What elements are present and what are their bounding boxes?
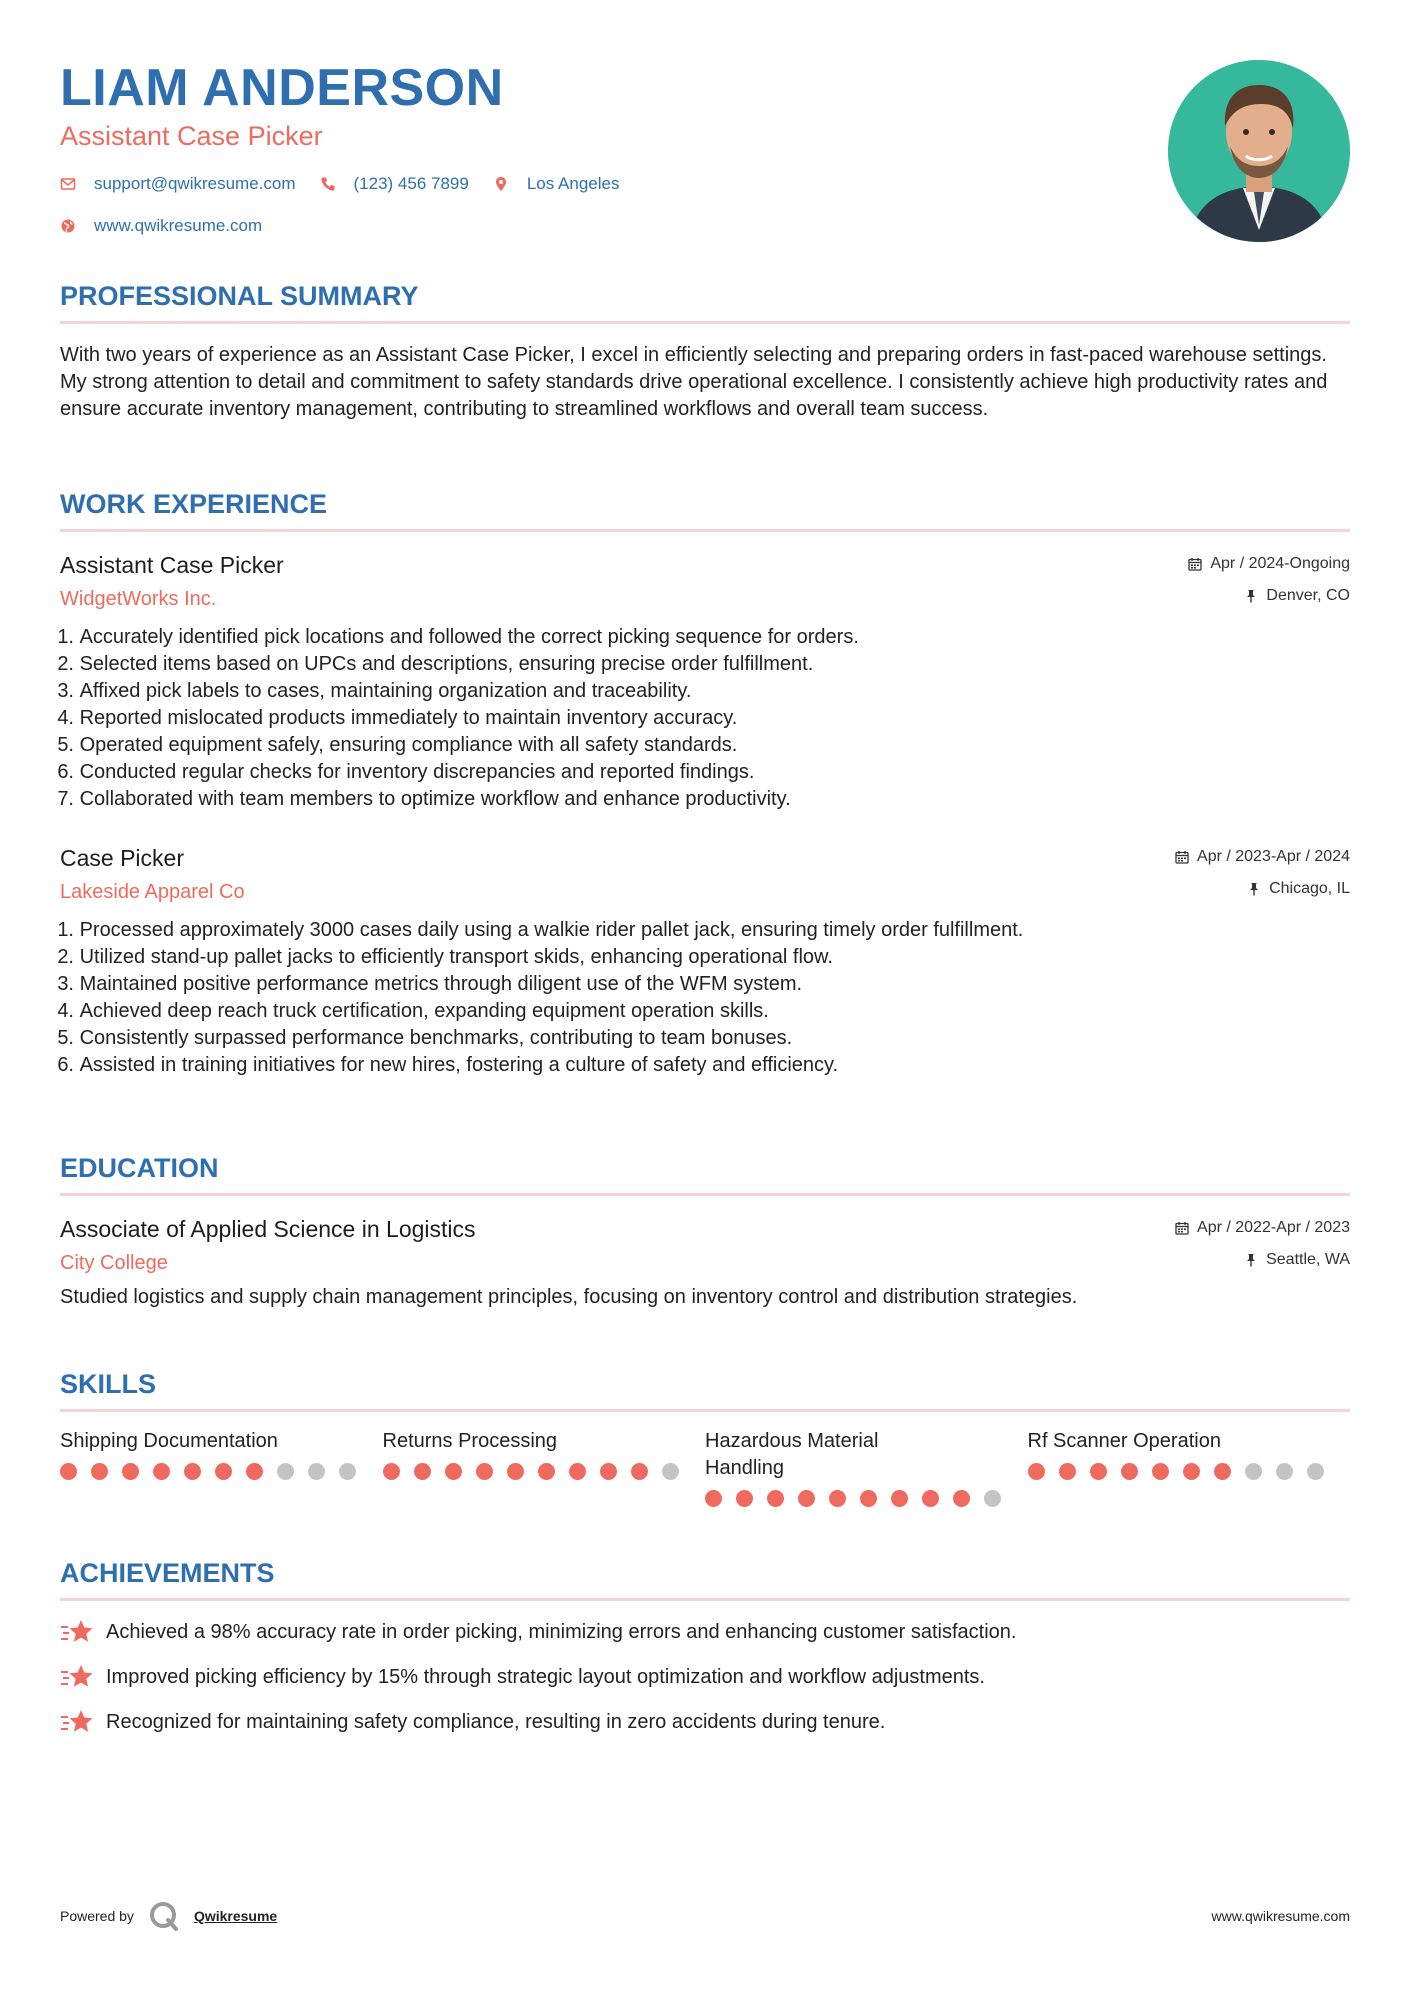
achievement-item [60,1708,1350,1736]
achievement-item [60,1618,1350,1646]
skill-item [705,1428,1028,1507]
job-location [1188,584,1350,608]
star-icon [60,1618,94,1646]
job-location [1175,877,1350,901]
rating-dot-filled [476,1463,493,1480]
skill-rating [60,1463,383,1480]
rating-dot-filled [1214,1463,1231,1480]
job-meta [1175,845,1350,901]
rating-dot-filled [184,1463,201,1480]
skill-name: Shipping Documentation [60,1430,278,1452]
bullet-text: Accurately identified pick locations and followed the correct picking sequence for orders. [79,626,859,648]
bullet-text: Conducted regular checks for inventory discrepancies and reported findings. [79,761,755,783]
globe-icon [60,218,76,234]
rating-dot-filled [1028,1463,1045,1480]
rating-dot-filled [798,1490,815,1507]
rating-dot-filled [631,1463,648,1480]
page-footer [60,1900,1350,1932]
skill-item [60,1428,383,1507]
list-item: 2. Selected items based on UPCs and descriptions, ensuring precise order fulfillment. [60,651,1350,678]
rating-dot-filled [767,1490,784,1507]
skill-name: Hazardous Material Handling [705,1430,879,1479]
job-bullets [57,917,1350,1079]
achievement-item [60,1663,1350,1691]
website-text[interactable]: www.qwikresume.com [94,216,263,235]
skill-item [383,1428,706,1507]
bullet-text: Assisted in training initiatives for new hires, fostering a culture of safety and efficiency. [79,1054,839,1076]
rating-dot-filled [507,1463,524,1480]
education-location [1175,1248,1350,1272]
list-item: 7. Collaborated with team members to optimize workflow and enhance productivity. [60,786,1350,813]
education-dates-text: Apr / 2022-Apr / 2023 [1197,1219,1350,1236]
bullet-text: Processed approximately 3000 cases daily using a walkie rider pallet jack, ensuring timely order fulfillment. [79,919,1024,941]
job-company: WidgetWorks Inc. [60,588,217,610]
powered-by-label: Powered by [60,1908,134,1924]
job-company: Lakeside Apparel Co [60,881,245,903]
skill-rating [383,1463,706,1480]
bullet-text: Consistently surpassed performance benchmarks, contributing to team bonuses. [79,1027,793,1049]
pushpin-icon [1244,589,1258,603]
section-divider [60,529,1350,532]
list-item: 4. Achieved deep reach truck certification, expanding equipment operation skills. [60,998,1350,1025]
rating-dot-filled [922,1490,939,1507]
job-dates-text: Apr / 2024-Ongoing [1210,555,1350,572]
footer-website[interactable]: www.qwikresume.com [1211,1908,1350,1924]
list-item: 3. Maintained positive performance metrics through diligent use of the WFM system. [60,971,1350,998]
summary-text: With two years of experience as an Assistant Case Picker, I excel in efficiently selecting and preparing orders in fast-paced warehouse settings. My strong attention to detail and commitment to safety standards drive operational excellence. I consistently achieve high productivity rates and ensure accurate inventory management, contributing to streamlined workflows and overall team success. [60,344,1328,420]
job-entry [57,550,1350,813]
achievement-text: Achieved a 98% accuracy rate in order picking, minimizing errors and enhancing customer satisfaction. [106,1620,1017,1643]
rating-dot-filled [569,1463,586,1480]
skills-section [60,1367,1350,1507]
list-item: 2. Utilized stand-up pallet jacks to efficiently transport skids, enhancing operational flow. [60,944,1350,971]
bullet-text: Collaborated with team members to optimize workflow and enhance productivity. [79,788,791,810]
rating-dot-filled [829,1490,846,1507]
rating-dot-empty [984,1490,1001,1507]
job-location-text: Chicago, IL [1269,880,1350,897]
brand-link[interactable]: Qwikresume [193,1908,278,1924]
skills-grid [60,1428,1350,1507]
list-item: 5. Consistently surpassed performance benchmarks, contributing to team bonuses. [60,1025,1350,1052]
section-divider [60,1409,1350,1412]
job-bullets [57,624,1350,813]
list-item: 1. Processed approximately 3000 cases daily using a walkie rider pallet jack, ensuring timely order fulfillment. [60,917,1350,944]
phone-icon [320,176,336,192]
section-divider [60,321,1350,324]
job-dates [1188,552,1350,576]
achievement-text: Improved picking efficiency by 15% through strategic layout optimization and workflow adjustments. [106,1665,985,1688]
list-item: 6. Assisted in training initiatives for new hires, fostering a culture of safety and efficiency. [60,1052,1350,1079]
rating-dot-filled [383,1463,400,1480]
bullet-text: Reported mislocated products immediately to maintain inventory accuracy. [79,707,738,729]
rating-dot-empty [1276,1463,1293,1480]
rating-dot-filled [538,1463,555,1480]
rating-dot-filled [414,1463,431,1480]
resume-header [60,58,1350,248]
qwikresume-logo-icon [148,1900,180,1932]
skill-name: Returns Processing [382,1430,558,1452]
summary-section [60,279,1350,423]
calendar-icon [1175,850,1189,864]
education-entry [60,1214,1350,1311]
calendar-icon [1188,557,1202,571]
rating-dot-filled [445,1463,462,1480]
star-icon [60,1708,94,1736]
rating-dot-filled [1152,1463,1169,1480]
skill-rating [1028,1463,1351,1480]
education-meta [1175,1216,1350,1272]
skills-heading: SKILLS [60,1369,157,1399]
list-item: 4. Reported mislocated products immediately to maintain inventory accuracy. [60,705,1350,732]
rating-dot-empty [308,1463,325,1480]
list-item: 5. Operated equipment safely, ensuring compliance with all safety standards. [60,732,1350,759]
job-location-text: Denver, CO [1266,587,1350,604]
bullet-text: Operated equipment safely, ensuring compliance with all safety standards. [79,734,738,756]
education-description: Studied logistics and supply chain management principles, focusing on inventory control and distribution strategies. [60,1286,1078,1308]
rating-dot-empty [339,1463,356,1480]
contact-email[interactable] [60,174,296,194]
job-entry [57,843,1350,1079]
job-title: Case Picker [60,845,184,871]
contact-row [60,172,1350,196]
rating-dot-empty [662,1463,679,1480]
job-title: Assistant Case Picker [60,552,284,578]
envelope-icon [60,176,76,192]
bullet-text: Achieved deep reach truck certification, expanding equipment operation skills. [79,1000,769,1022]
rating-dot-filled [860,1490,877,1507]
powered-by [60,1900,277,1932]
rating-dot-filled [600,1463,617,1480]
pushpin-icon [1244,1253,1258,1267]
section-divider [60,1598,1350,1601]
achievements-heading: ACHIEVEMENTS [60,1558,275,1588]
location-text: Los Angeles [526,174,620,193]
rating-dot-filled [1090,1463,1107,1480]
job-meta [1188,552,1350,608]
skill-rating [705,1490,1028,1507]
bullet-text: Selected items based on UPCs and descriptions, ensuring precise order fulfillment. [79,653,814,675]
list-item: 6. Conducted regular checks for inventory discrepancies and reported findings. [60,759,1350,786]
contact-phone[interactable] [320,174,469,194]
education-dates [1175,1216,1350,1240]
school-name: City College [60,1252,168,1274]
list-item: 1. Accurately identified pick locations and followed the correct picking sequence for orders. [60,624,1350,651]
calendar-icon [1175,1221,1189,1235]
star-icon [60,1663,94,1691]
rating-dot-filled [1183,1463,1200,1480]
skill-item [1028,1428,1351,1507]
rating-dot-empty [1245,1463,1262,1480]
map-pin-icon [493,176,509,192]
rating-dot-filled [1121,1463,1138,1480]
rating-dot-empty [1307,1463,1324,1480]
contact-website[interactable] [60,216,262,236]
contact-location [493,174,620,194]
rating-dot-filled [246,1463,263,1480]
rating-dot-filled [953,1490,970,1507]
profile-photo [1168,60,1350,242]
skill-name: Rf Scanner Operation [1027,1430,1221,1452]
rating-dot-filled [122,1463,139,1480]
education-location-text: Seattle, WA [1266,1251,1350,1268]
bullet-text: Maintained positive performance metrics through diligent use of the WFM system. [79,973,803,995]
rating-dot-filled [736,1490,753,1507]
contact-row-website [60,214,1350,238]
education-section [60,1151,1350,1311]
rating-dot-filled [215,1463,232,1480]
phone-text[interactable]: (123) 456 7899 [353,174,469,193]
list-item: 3. Affixed pick labels to cases, maintaining organization and traceability. [60,678,1350,705]
bullet-text: Affixed pick labels to cases, maintaining organization and traceability. [79,680,692,702]
work-heading: WORK EXPERIENCE [60,489,328,519]
summary-heading: PROFESSIONAL SUMMARY [60,281,419,311]
rating-dot-empty [277,1463,294,1480]
rating-dot-filled [60,1463,77,1480]
candidate-role: Assistant Case Picker [60,121,323,151]
work-section [57,487,1350,1079]
achievement-text: Recognized for maintaining safety compliance, resulting in zero accidents during tenure. [106,1710,886,1733]
rating-dot-filled [705,1490,722,1507]
candidate-name: LIAM ANDERSON [60,59,504,117]
section-divider [60,1193,1350,1196]
rating-dot-filled [153,1463,170,1480]
rating-dot-filled [1059,1463,1076,1480]
achievements-section [60,1556,1350,1736]
rating-dot-filled [91,1463,108,1480]
education-heading: EDUCATION [60,1153,219,1183]
job-dates [1175,845,1350,869]
email-text[interactable]: support@qwikresume.com [94,174,296,193]
bullet-text: Utilized stand-up pallet jacks to efficiently transport skids, enhancing operational flow. [79,946,833,968]
degree-title: Associate of Applied Science in Logistics [60,1216,476,1242]
pushpin-icon [1247,882,1261,896]
rating-dot-filled [891,1490,908,1507]
job-dates-text: Apr / 2023-Apr / 2024 [1197,848,1350,865]
